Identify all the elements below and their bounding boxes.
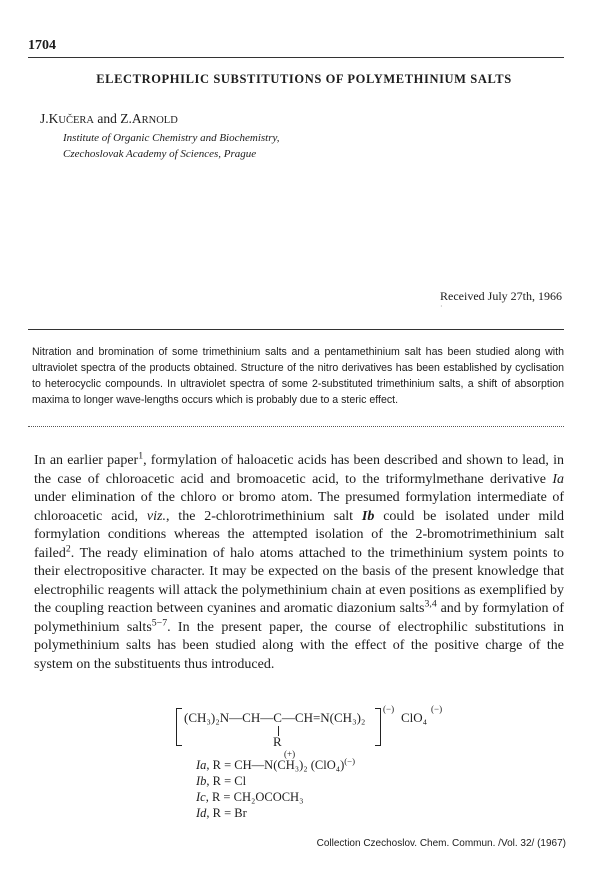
compound-ia: Ia (552, 471, 564, 487)
ref-2: 2 (65, 542, 71, 554)
affiliation-line-2: Czechoslovak Academy of Sciences, Prague (63, 148, 257, 160)
affiliation-line-1: Institute of Organic Chemistry and Biochemistry, (63, 132, 280, 144)
body-text-8: . In the present paper, the course of electrophilic substitutions in polymethinium salts has been studied along with the effect of the positive charge of the system on the substituents thus introduced. (34, 619, 564, 672)
formula-variant-ic (196, 790, 303, 805)
body-text-5: could be isolated under mild formylation conditions whereas the attempted isolation of the 2-bromotrimethinium salt failed (34, 508, 564, 561)
viz: viz. (146, 508, 166, 524)
compound-ib: Ib (361, 508, 375, 524)
ref-3-4: 3,4 (424, 598, 437, 610)
formula-charge: (−) (383, 704, 395, 714)
variant-id-label: Id (196, 806, 207, 820)
formula-variant-ib (196, 774, 246, 789)
formula-anion: ClO₄ (401, 710, 428, 725)
body-paragraph (34, 452, 564, 674)
body-text-3: under elimination of the chloro or bromo atom. The presumed formylation intermediate of chloroacetic acid, (34, 490, 564, 524)
body-text-2: , formylation of haloacetic acids has been described and shown to lead, in the case of chloroacetic acid and bromoacetic acid, to the triformylmethane derivative (34, 453, 564, 487)
formula-variant-ia (196, 749, 356, 773)
abstract: Nitration and bromination of some trimethinium salts and a pentamethinium salt has been studied along with ultraviolet spectra of the products obtained. Structure of the nitro derivatives has been established by cyclisation to heterocyclic compounds. In ultraviolet spectra of some 2-substituted trimethinium salts, a shift of absorption maxima to longer wave-lengths occurs which is probably due to a steric effect. (32, 346, 564, 406)
formula-main: (CH₃)₂N—CH—C—CH=N(CH₃)₂ (184, 710, 366, 725)
variant-ia-text: , R = CH—N(CH₃)₂ (ClO₄) (206, 758, 345, 772)
author-1-initial: J. (40, 111, 49, 126)
body-text-4: , the 2-chlorotrimethinium salt (165, 508, 362, 524)
author-2-first: A (131, 111, 142, 126)
variant-id-text: , R = Br (206, 806, 247, 820)
header-rule (28, 57, 564, 58)
formula-bracket-right (375, 708, 381, 746)
formula-substituent: R (273, 734, 282, 749)
formula-variant-id (196, 806, 247, 821)
journal-footer: Collection Czechoslov. Chem. Commun. /Vol. 32/ (1967) (316, 838, 566, 849)
variant-ib-label: Ib (196, 774, 207, 788)
variant-ic-label: Ic (196, 790, 206, 804)
authors-and: and (93, 111, 121, 126)
variant-ia-label: Ia (196, 758, 207, 772)
author-1-first: K (48, 111, 59, 126)
article-title: ELECTROPHILIC SUBSTITUTIONS OF POLYMETHINIUM SALTS (96, 72, 512, 86)
variant-ic-text: , R = CH₂OCOCH₃ (205, 790, 304, 804)
body-text-7: and by formylation of polymethinium salts (34, 601, 564, 635)
variant-ia-charge-end: (−) (344, 755, 356, 766)
stray-mark: · (440, 302, 443, 311)
received-date: Received July 27th, 1966 (440, 289, 562, 303)
page-number: 1704 (28, 38, 56, 53)
authors (40, 111, 178, 127)
variant-ia-charge-top: (+) (284, 749, 296, 759)
author-2-rest: RNOLD (141, 115, 178, 126)
ref-1: 1 (138, 450, 144, 462)
body-text-1: In an earlier paper (34, 453, 139, 468)
body-text-6: . The ready elimination of halo atoms attached to the trimethinium system points to their electropositive character. It may be expected on the basis of the present knowledge that electrophilic reagents will attack the polymethinium chain at even positions as exemplified by the coupling reaction between cyanines and aromatic diazonium salts (34, 545, 564, 616)
author-1-rest: UČERA (58, 115, 94, 126)
author-2-initial: Z. (120, 111, 132, 126)
variant-ib-text: , R = Cl (206, 774, 247, 788)
ref-5-7: 5−7 (151, 616, 168, 628)
abstract-bottom-rule (28, 426, 564, 427)
abstract-top-rule (28, 329, 564, 330)
formula-bracket-left (176, 708, 182, 746)
formula-anion-charge: (−) (431, 704, 443, 714)
